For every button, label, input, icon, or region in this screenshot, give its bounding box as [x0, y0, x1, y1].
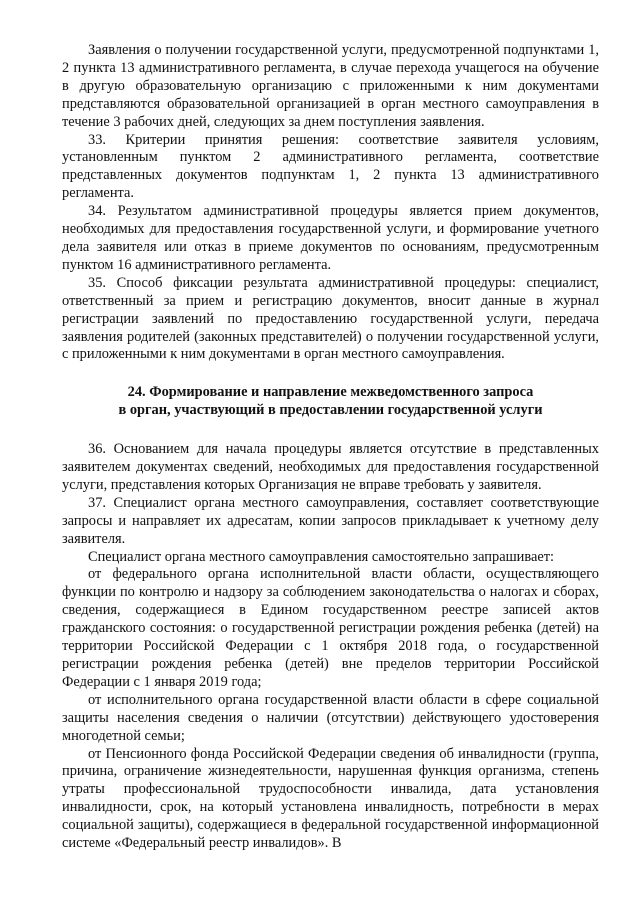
- document-page: [62, 42, 599, 853]
- paragraph-request-pension-fund: от Пенсионного фонда Российской Федерации сведения об инвалидности (группа, причина, ограничение жизнедеятельности, нарушенная функция организма, степень утраты профессиональной трудоспособности инвалида, дата установления инвалидности, срок, на который установлена инвалидность, потребности в мерах социальной защиты), содержащиеся в федеральной государственной информационной системе «Федеральный реестр инвалидов». В: [62, 745, 599, 852]
- paragraph-34-result: 34. Результатом административной процедуры является прием документов, необходимых для предоставления государственной услуги, и формирование учетного дела заявителя или отказ в приеме документов по основаниям, предусмотренным пунктом 16 административного регламента.: [62, 203, 599, 273]
- section-heading-line-1: 24. Формирование и направление межведомственного запроса: [127, 384, 534, 401]
- paragraph-request-social-protection: от исполнительного органа государственной власти области в сфере социальной защиты населения сведения о наличии (отсутствии) действующего удостоверения многодетной семьи;: [62, 691, 599, 744]
- paragraph-requests-intro: Специалист органа местного самоуправления самостоятельно запрашивает:: [88, 548, 555, 565]
- paragraph-applications-transfer: Заявления о получении государственной услуги, предусмотренной подпунктами 1, 2 пункта 13 административного регламента, в случае перехода учащегося на обучение в другую образовательную организацию с приложенными к ним документами представляются образовательной организацией в орган местного самоуправления в течение 3 рабочих дней, следующих за днем поступления заявления.: [62, 42, 599, 130]
- paragraph-35-recording: 35. Способ фиксации результата административной процедуры: специалист, ответственный за прием и регистрацию документов, вносит данные в журнал регистрации заявлений по предоставлению государственной услуги, передача заявления родителей (законных представителей) о получении государственной услуги, с приложенными к ним документами в орган местного самоуправления.: [62, 274, 599, 363]
- paragraph-36-basis: 36. Основанием для начала процедуры является отсутствие в представленных заявителем документах сведений, необходимых для предоставления государственной услуги, представления которых Организация не вправе требовать у заявителя.: [62, 441, 599, 493]
- section-heading-line-2: в орган, участвующий в предоставлении государственной услуги: [118, 402, 543, 419]
- paragraph-request-tax-authority: от федерального органа исполнительной власти области, осуществляющего функции по контролю и надзору за соблюдением законодательства о налогах и сборах, сведения, содержащиеся в Едином государственном реестре записей актов гражданского состояния: о государственной регистрации рождения ребенка (детей) на территории Российской Федерации с 1 октября 2018 года, о государственной регистрации рождения ребенка (детей) вне пределов территории Российской Федерации с 1 января 2019 года;: [62, 566, 599, 690]
- paragraph-37-specialist: 37. Специалист органа местного самоуправления, составляет соответствующие запросы и направляет их адресатам, копии запросов прикладывает к учетному делу заявителя.: [62, 494, 599, 547]
- paragraph-33-criteria: 33. Критерии принятия решения: соответствие заявителя условиям, установленным пунктом 2 административного регламента, соответствие представленных документов подпунктам 1, 2 пункта 13 административного регламента.: [62, 131, 599, 202]
- section-heading-24: [62, 384, 599, 420]
